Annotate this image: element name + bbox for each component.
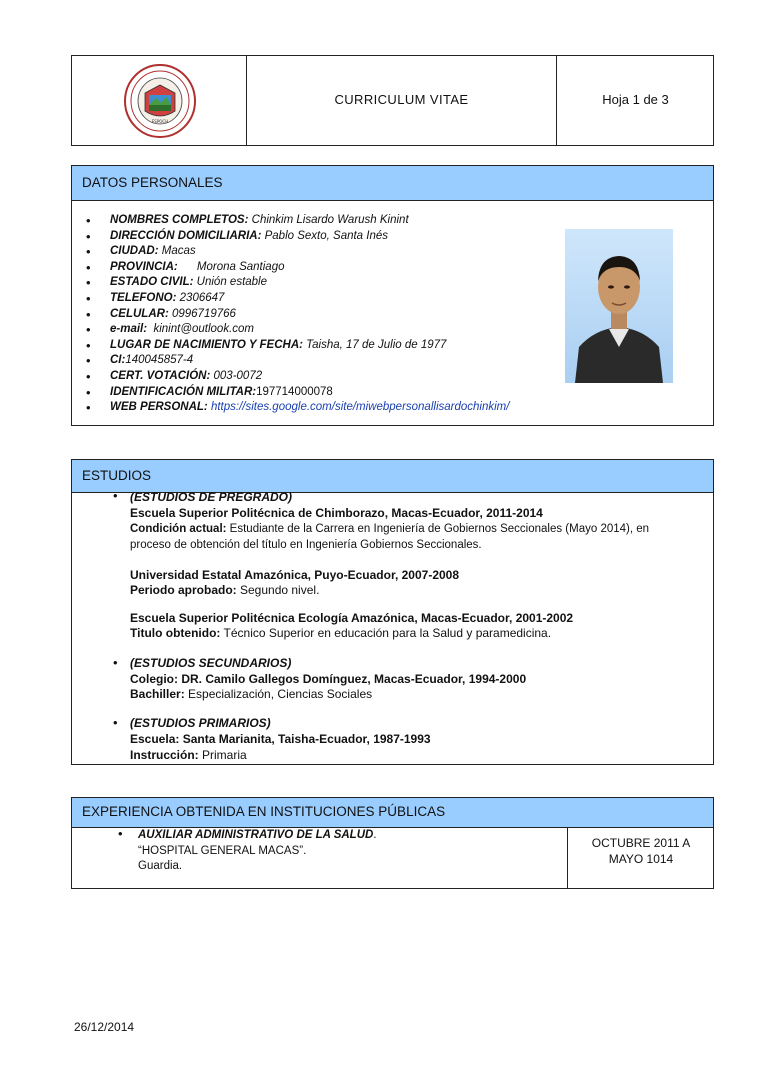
- list-item: • WEB PERSONAL: https://sites.google.com/site/miwebpersonallisardochinkim/: [80, 400, 509, 416]
- experience-period-line1: OCTUBRE 2011 A: [591, 836, 691, 850]
- document-title: CURRICULUM VITAE: [334, 92, 469, 107]
- list-item: • LUGAR DE NACIMIENTO Y FECHA: Taisha, 17 de Julio de 1977: [80, 338, 509, 354]
- espoch-condition: Condición actual: Estudiante de la Carrera en Ingeniería de Gobiernos Seccionales (Mayo 2014), en: [130, 523, 650, 535]
- list-item: • CI:140045857-4: [80, 353, 509, 369]
- profile-photo: [565, 229, 673, 383]
- personal-data-title: DATOS PERSONALES: [82, 175, 223, 190]
- espea-name: Escuela Superior Politécnica Ecología Amazónica, Macas-Ecuador, 2001-2002: [130, 611, 574, 625]
- list-item: • TELEFONO: 2306647: [80, 291, 509, 307]
- colegio: Colegio: DR. Camilo Gallegos Domínguez, Macas-Ecuador, 1994-2000: [130, 672, 527, 686]
- personal-data-list: [80, 213, 509, 416]
- experience-role: AUXILIAR ADMINISTRATIVO DE LA SALUD.: [138, 829, 377, 841]
- list-item: • CELULAR: 0996719766: [80, 307, 509, 323]
- escuela: Escuela: Santa Marianita, Taisha-Ecuador, 1987-1993: [130, 732, 431, 746]
- espea-title: Titulo obtenido: Técnico Superior en educación para la Salud y paramedicina.: [130, 626, 552, 640]
- list-item: • CIUDAD: Macas: [80, 244, 509, 260]
- personal-data-header: [71, 165, 714, 201]
- espoch-condition-cont: proceso de obtención del título en Ingeniería Gobiernos Seccionales.: [130, 539, 482, 551]
- experience-detail: Guardia.: [138, 860, 183, 872]
- studies-header: [71, 459, 714, 493]
- instruccion: Instrucción: Primaria: [130, 748, 247, 762]
- experience-title: EXPERIENCIA OBTENIDA EN INSTITUCIONES PÚBLICAS: [82, 804, 446, 819]
- experience-header: [71, 797, 714, 828]
- personal-website-link[interactable]: https://sites.google.com/site/miwebpersonallisardochinkim/: [207, 401, 510, 414]
- footer-date: 26/12/2014: [74, 1020, 135, 1034]
- uea-name: Universidad Estatal Amazónica, Puyo-Ecuador, 2007-2008: [130, 568, 460, 582]
- secundarios-heading: (ESTUDIOS SECUNDARIOS): [130, 656, 292, 670]
- svg-text:ESPOCH: ESPOCH: [151, 119, 169, 124]
- bullet-pregrado: •: [113, 488, 118, 503]
- pregrado-heading: (ESTUDIOS DE PREGRADO): [130, 490, 293, 504]
- studies-title: ESTUDIOS: [82, 468, 152, 483]
- experience-institution: “HOSPITAL GENERAL MACAS”.: [138, 845, 307, 857]
- espoch-name: Escuela Superior Politécnica de Chimborazo, Macas-Ecuador, 2011-2014: [130, 506, 543, 520]
- list-item: • NOMBRES COMPLETOS: Chinkim Lisardo Warush Kinint: [80, 213, 509, 229]
- bullet-experience: •: [118, 826, 123, 841]
- list-item: • ESTADO CIVIL: Unión estable: [80, 275, 509, 291]
- page-indicator: Hoja 1 de 3: [602, 92, 669, 107]
- uea-period: Periodo aprobado: Segundo nivel.: [130, 583, 320, 597]
- bullet-primarios: •: [113, 715, 118, 730]
- list-item: • IDENTIFICACIÓN MILITAR:197714000078: [80, 385, 509, 401]
- bullet-secundarios: •: [113, 655, 118, 670]
- list-item: • PROVINCIA: Morona Santiago: [80, 260, 509, 276]
- primarios-heading: (ESTUDIOS PRIMARIOS): [130, 716, 271, 730]
- list-item: • DIRECCIÓN DOMICILIARIA: Pablo Sexto, Santa Inés: [80, 229, 509, 245]
- institution-seal-logo: [123, 63, 197, 139]
- experience-period-line2: MAYO 1014: [608, 852, 674, 866]
- bachiller: Bachiller: Especialización, Ciencias Sociales: [130, 687, 373, 701]
- list-item: • e-mail: kinint@outlook.com: [80, 322, 509, 338]
- list-item: • CERT. VOTACIÓN: 003-0072: [80, 369, 509, 385]
